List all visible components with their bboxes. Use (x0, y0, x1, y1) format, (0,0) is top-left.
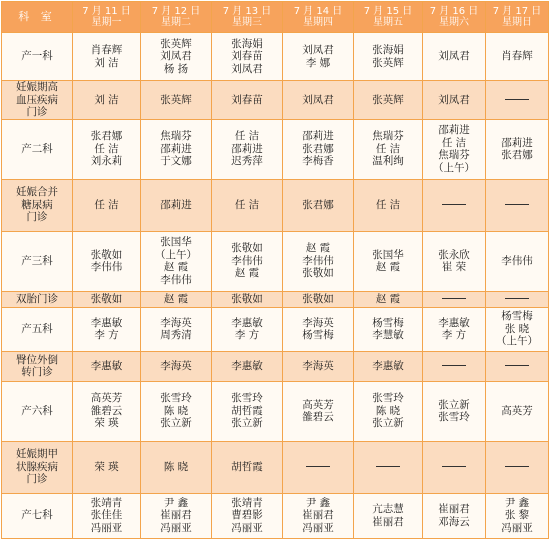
no-duty-cell (486, 441, 549, 493)
doctor-cell: 张靖青 张佳佳 冯丽亚 (73, 493, 141, 538)
doctor-cell: 赵 霞 (141, 291, 212, 307)
doctor-cell: 刘凤君 李 娜 (283, 33, 354, 81)
no-duty-cell (486, 351, 549, 381)
table-row (2, 493, 549, 538)
doctor-cell: 刘 洁 (73, 81, 141, 120)
day-header-thu (283, 2, 354, 33)
doctor-cell: 邵莉进 任 洁 焦瑞芬 （上午） (423, 119, 486, 179)
doctor-cell: 杨雪梅 李慧敏 (354, 307, 423, 351)
doctor-cell: 亢志慧 崔丽君 (354, 493, 423, 538)
doctor-cell: 尹 鑫 崔丽君 冯丽亚 (141, 493, 212, 538)
day-weekday: 星期日 (502, 17, 532, 28)
no-duty-dash (505, 365, 529, 366)
doctor-cell: 张敬如 (212, 291, 283, 307)
table-row (2, 81, 549, 120)
doctor-cell: 焦瑞芬 任 洁 温利绚 (354, 119, 423, 179)
day-weekday: 星期六 (439, 17, 469, 28)
doctor-cell: 李惠敏 李 方 (423, 307, 486, 351)
department-name: 妊娠期甲 状腺疾病 门诊 (2, 441, 73, 493)
department-column-header: 科 室 (2, 2, 73, 33)
doctor-cell: 李惠敏 李 方 (73, 307, 141, 351)
no-duty-dash (505, 466, 529, 467)
doctor-cell: 张敬如 李伟伟 (73, 231, 141, 291)
doctor-cell: 张国华 赵 霞 (354, 231, 423, 291)
day-header-wed (212, 2, 283, 33)
doctor-cell: 荣 瑛 (73, 441, 141, 493)
doctor-cell: 张雪玲 胡哲霞 张立新 (212, 381, 283, 441)
doctor-cell: 张雪玲 陈 晓 张立新 (354, 381, 423, 441)
department-name: 产五科 (2, 307, 73, 351)
doctor-cell: 杨雪梅 张 晓 （上午） (486, 307, 549, 351)
no-duty-cell (486, 81, 549, 120)
table-row (2, 291, 549, 307)
no-duty-dash (505, 204, 529, 205)
doctor-cell: 李惠敏 (212, 351, 283, 381)
doctor-cell: 赵 霞 李伟伟 张敬如 (283, 231, 354, 291)
doctor-cell: 李海英 (141, 351, 212, 381)
doctor-cell: 张君娜 (283, 179, 354, 231)
no-duty-dash (442, 204, 466, 205)
no-duty-dash (376, 466, 400, 467)
no-duty-cell (423, 179, 486, 231)
table-row (2, 231, 549, 291)
doctor-cell: 张永欣 崔 荣 (423, 231, 486, 291)
no-duty-cell (283, 441, 354, 493)
no-duty-dash (442, 466, 466, 467)
day-weekday: 星期四 (303, 17, 333, 28)
day-header-fri (354, 2, 423, 33)
doctor-cell: 高英芳 (486, 381, 549, 441)
doctor-cell: 张君娜 任 洁 刘永莉 (73, 119, 141, 179)
doctor-cell: 李海英 周秀清 (141, 307, 212, 351)
no-duty-dash (505, 99, 529, 100)
doctor-cell: 李伟伟 (486, 231, 549, 291)
no-duty-cell (354, 441, 423, 493)
day-weekday: 星期二 (161, 17, 191, 28)
no-duty-dash (442, 298, 466, 299)
doctor-cell: 张敬如 (283, 291, 354, 307)
doctor-cell: 尹 鑫 张 黎 冯丽亚 (486, 493, 549, 538)
doctor-cell: 张英辉 (354, 81, 423, 120)
day-header-sun (486, 2, 549, 33)
no-duty-dash (306, 466, 330, 467)
no-duty-dash (505, 298, 529, 299)
doctor-cell: 肖春辉 (486, 33, 549, 81)
doctor-cell: 李海英 杨雪梅 (283, 307, 354, 351)
doctor-cell: 李惠敏 (354, 351, 423, 381)
table-row (2, 33, 549, 81)
day-date: 7 月 17 日 (492, 5, 542, 17)
department-name: 妊娠合并 糖尿病 门诊 (2, 179, 73, 231)
doctor-cell: 刘凤君 (423, 33, 486, 81)
header-row (2, 2, 549, 33)
doctor-cell: 张英辉 刘凤君 杨 扬 (141, 33, 212, 81)
doctor-cell: 邵莉进 张君娜 李梅香 (283, 119, 354, 179)
department-name: 臀位外倒 转门诊 (2, 351, 73, 381)
day-header-sat (423, 2, 486, 33)
doctor-cell: 张雪玲 陈 晓 张立新 (141, 381, 212, 441)
table-row (2, 441, 549, 493)
doctor-cell: 张靖青 曹碧影 冯丽亚 (212, 493, 283, 538)
doctor-cell: 张海娟 刘春苗 刘凤君 (212, 33, 283, 81)
day-weekday: 星期五 (373, 17, 403, 28)
department-name: 产七科 (2, 493, 73, 538)
doctor-cell: 高英芳 雒碧云 荣 瑛 (73, 381, 141, 441)
doctor-cell: 尹 鑫 崔丽君 冯丽亚 (283, 493, 354, 538)
doctor-cell: 张敬如 李伟伟 赵 霞 (212, 231, 283, 291)
doctor-cell: 高英芳 雒碧云 (283, 381, 354, 441)
table-row (2, 119, 549, 179)
doctor-cell: 张英辉 (141, 81, 212, 120)
duty-schedule-table (1, 1, 549, 539)
day-header-mon (73, 2, 141, 33)
doctor-cell: 张海娟 张英辉 (354, 33, 423, 81)
day-weekday: 星期一 (91, 17, 122, 28)
no-duty-cell (486, 179, 549, 231)
day-date: 7 月 12 日 (151, 5, 201, 17)
no-duty-cell (486, 291, 549, 307)
doctor-cell: 邵莉进 (141, 179, 212, 231)
department-name: 产三科 (2, 231, 73, 291)
department-name: 产二科 (2, 119, 73, 179)
doctor-cell: 任 洁 (73, 179, 141, 231)
table-row (2, 351, 549, 381)
doctor-cell: 邵莉进 张君娜 (486, 119, 549, 179)
no-duty-cell (423, 441, 486, 493)
doctor-cell: 任 洁 (212, 179, 283, 231)
day-date: 7 月 15 日 (363, 5, 413, 17)
day-weekday: 星期三 (232, 17, 262, 28)
table-row (2, 179, 549, 231)
department-name: 妊娠期高 血压疾病 门诊 (2, 81, 73, 120)
day-date: 7 月 11 日 (82, 5, 131, 17)
no-duty-cell (423, 291, 486, 307)
doctor-cell: 胡哲霞 (212, 441, 283, 493)
day-date: 7 月 13 日 (222, 5, 272, 17)
doctor-cell: 李海英 (283, 351, 354, 381)
day-header-tue (141, 2, 212, 33)
doctor-cell: 刘凤君 (423, 81, 486, 120)
doctor-cell: 陈 晓 (141, 441, 212, 493)
no-duty-dash (442, 365, 466, 366)
doctor-cell: 张立新 张雪玲 (423, 381, 486, 441)
no-duty-cell (423, 351, 486, 381)
doctor-cell: 肖春辉 刘 洁 (73, 33, 141, 81)
doctor-cell: 任 洁 邵莉进 迟秀萍 (212, 119, 283, 179)
day-date: 7 月 16 日 (429, 5, 479, 17)
department-name: 双胎门诊 (2, 291, 73, 307)
doctor-cell: 李惠敏 李 方 (212, 307, 283, 351)
doctor-cell: 刘春苗 (212, 81, 283, 120)
doctor-cell: 任 洁 (354, 179, 423, 231)
doctor-cell: 张国华 （上午） 赵 霞 李伟伟 (141, 231, 212, 291)
day-date: 7 月 14 日 (293, 5, 343, 17)
table-row (2, 381, 549, 441)
table-row (2, 307, 549, 351)
department-name: 产六科 (2, 381, 73, 441)
doctor-cell: 张敬如 (73, 291, 141, 307)
doctor-cell: 崔丽君 邓海云 (423, 493, 486, 538)
doctor-cell: 焦瑞芬 邵莉进 于文娜 (141, 119, 212, 179)
department-name: 产一科 (2, 33, 73, 81)
doctor-cell: 李惠敏 (73, 351, 141, 381)
doctor-cell: 赵 霞 (354, 291, 423, 307)
doctor-cell: 刘凤君 (283, 81, 354, 120)
